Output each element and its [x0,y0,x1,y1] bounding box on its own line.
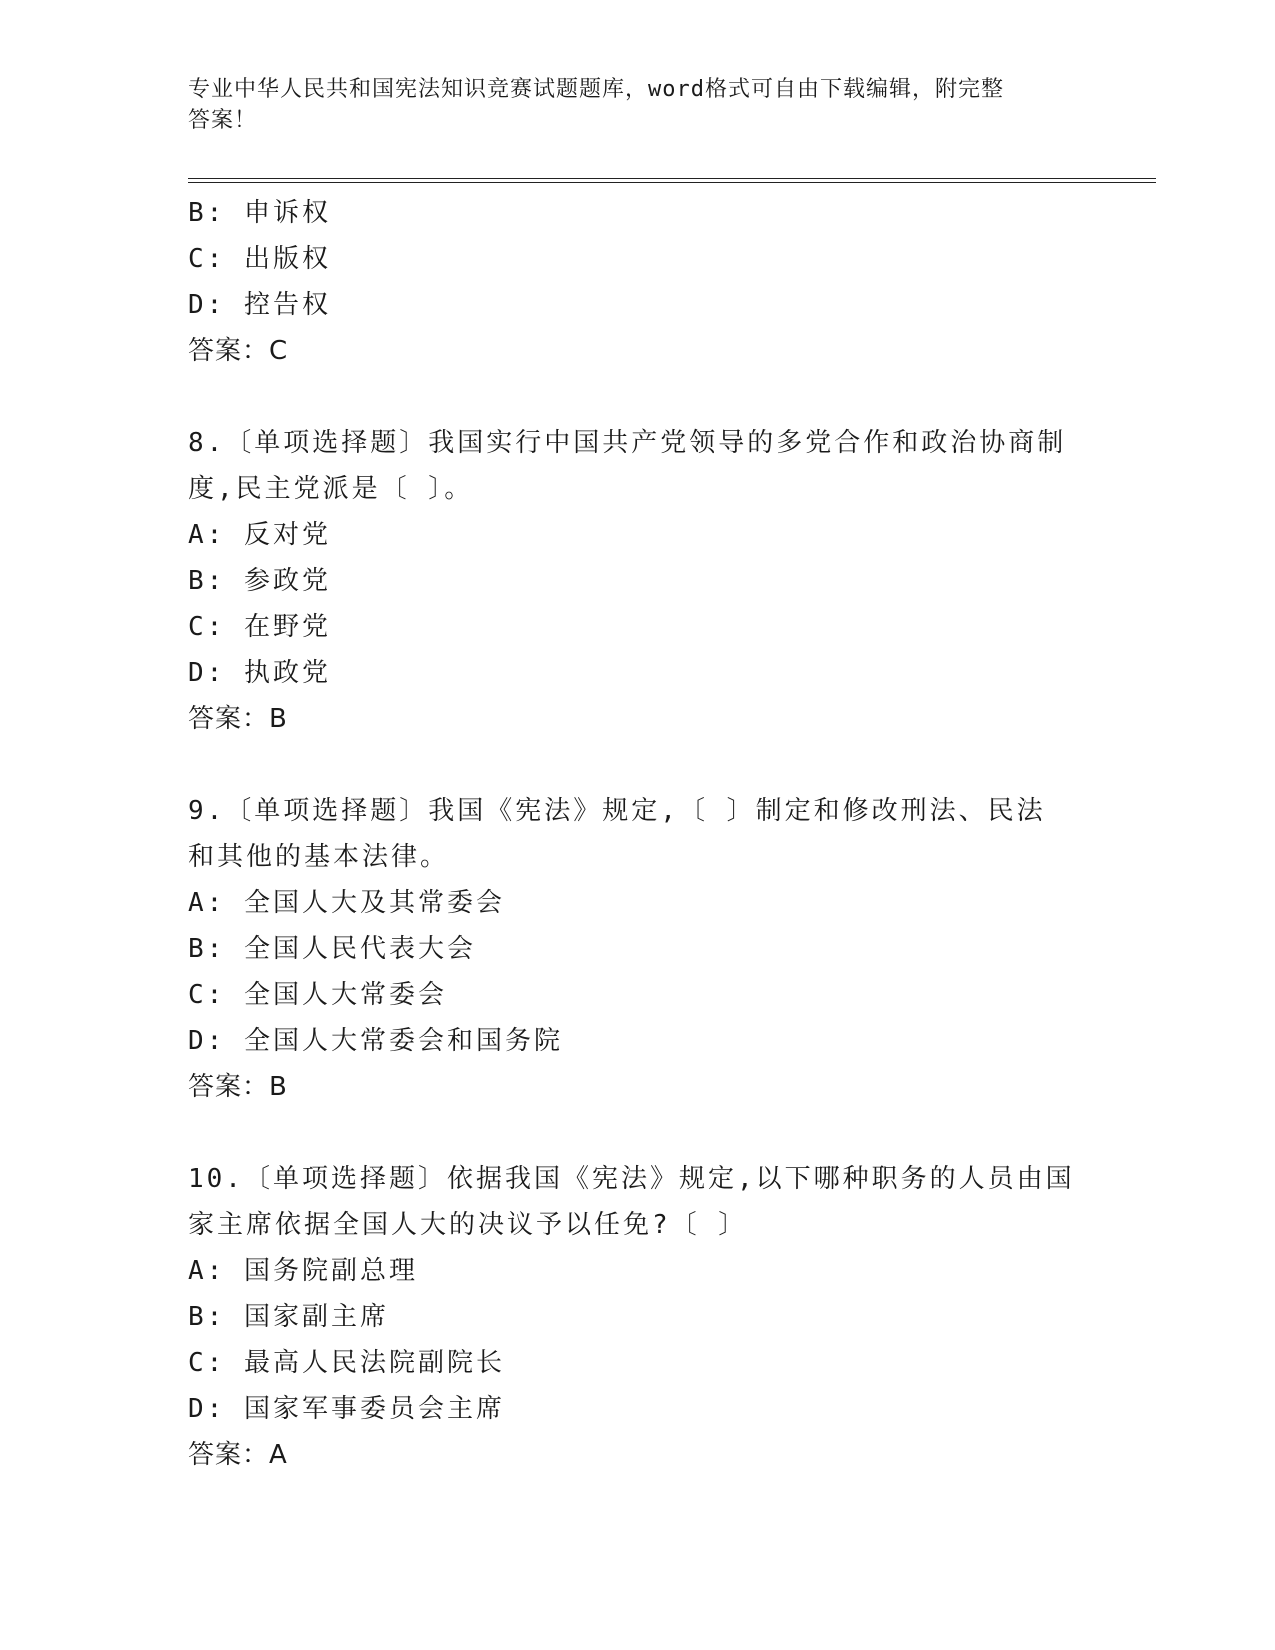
option-c: C: 全国人大常委会 [188,980,447,1010]
answer-text: 答案：B [188,704,288,734]
option-d: D: 执政党 [188,658,331,688]
document-header [188,74,1068,136]
option-d: D: 国家军事委员会主席 [188,1394,505,1424]
question-stem-line: 9.〔单项选择题〕我国《宪法》规定,〔 〕制定和修改刑法、民法 [188,796,1046,826]
question-9 [188,788,1068,1110]
option-b: B: 参政党 [188,566,331,596]
answer-text: 答案：C [188,336,289,366]
question-stem-line: 度,民主党派是〔 〕。 [188,474,474,504]
header-text-line1: 专业中华人民共和国宪法知识竞赛试题题库，word格式可自由下载编辑，附完整 [188,77,1004,102]
option-b: B: 全国人民代表大会 [188,934,476,964]
question-stem-line: 家主席依据全国人大的决议予以任免?〔 〕 [188,1210,748,1240]
option-c: C: 在野党 [188,612,331,642]
option-c: C: 最高人民法院副院长 [188,1348,505,1378]
option-a: A: 反对党 [188,520,331,550]
question-10 [188,1156,1075,1478]
question-list [188,190,1075,1478]
option-a: A: 全国人大及其常委会 [188,888,505,918]
header-divider [188,178,1156,183]
question-7-continuation [188,190,1068,374]
option-a: A: 国务院副总理 [188,1256,418,1286]
question-stem-line: 和其他的基本法律。 [188,842,450,872]
answer-text: 答案：A [188,1440,288,1470]
question-stem-line: 8.〔单项选择题〕我国实行中国共产党领导的多党合作和政治协商制 [188,428,1067,458]
option-d: D: 全国人大常委会和国务院 [188,1026,563,1056]
option-b: B: 申诉权 [188,198,331,228]
answer-text: 答案：B [188,1072,288,1102]
option-d: D: 控告权 [188,290,331,320]
option-b: B: 国家副主席 [188,1302,389,1332]
header-text-line2: 答案！ [188,108,258,133]
question-stem-line: 10.〔单项选择题〕依据我国《宪法》规定,以下哪种职务的人员由国 [188,1164,1075,1194]
option-c: C: 出版权 [188,244,331,274]
question-8 [188,420,1068,742]
